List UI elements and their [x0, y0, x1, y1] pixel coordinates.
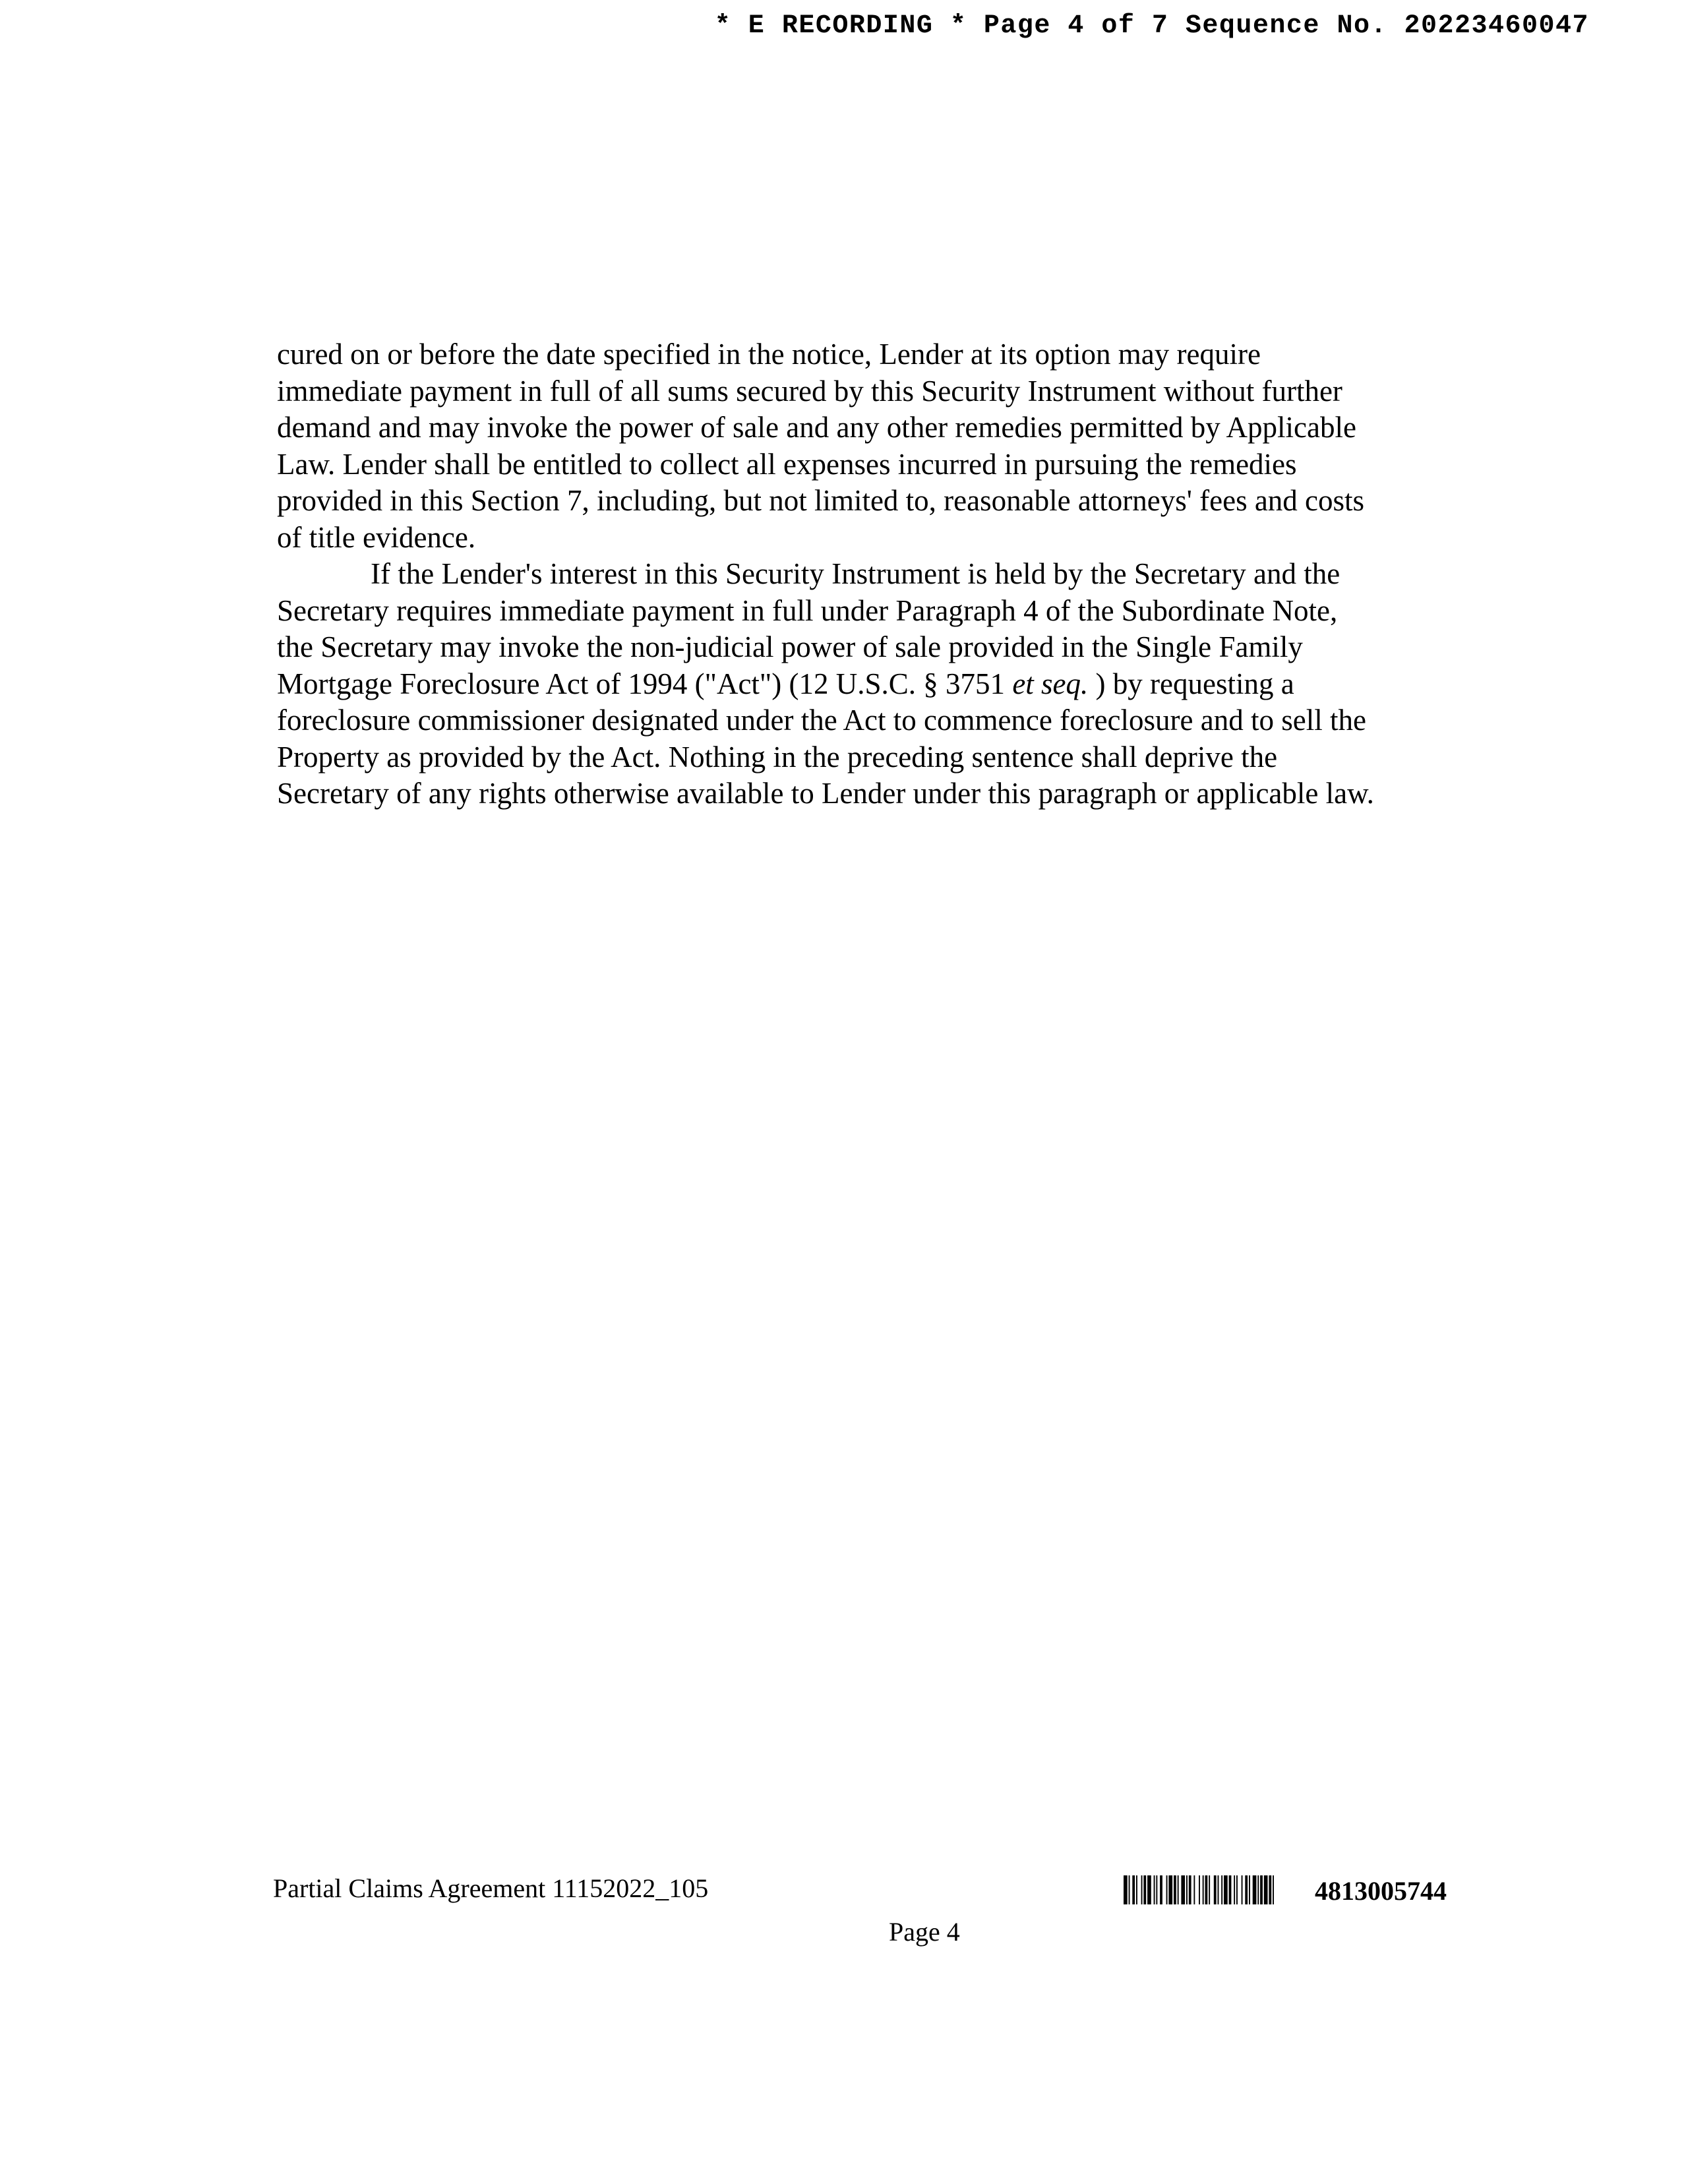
body-line: of title evidence.: [277, 520, 476, 554]
body-text-segment: Mortgage Foreclosure Act of 1994 ("Act") (12 U.S.C. § 3751: [277, 667, 1013, 700]
recording-stamp: * E RECORDING * Page 4 of 7 Sequence No. 20223460047: [714, 11, 1589, 41]
body-line: Secretary of any rights otherwise available to Lender under this paragraph or applicable law.: [277, 777, 1374, 810]
body-line: foreclosure commissioner designated under the Act to commence foreclosure and to sell the: [277, 704, 1366, 737]
body-line: the Secretary may invoke the non-judicial power of sale provided in the Single Family: [277, 630, 1303, 663]
barcode-icon: [1124, 1875, 1315, 1904]
body-line: Property as provided by the Act. Nothing in the preceding sentence shall deprive the: [277, 740, 1278, 774]
body-line: Secretary requires immediate payment in full under Paragraph 4 of the Subordinate Note,: [277, 593, 1338, 627]
body-text-segment: ) by requesting a: [1088, 667, 1294, 700]
citation-italic: et seq.: [1012, 667, 1089, 700]
body-line: provided in this Section 7, including, but not limited to, reasonable attorneys' fees and costs: [277, 484, 1365, 517]
loan-number: 4813005744: [1315, 1876, 1447, 1906]
body-line: If the Lender's interest in this Security Instrument is held by the Secretary and the: [371, 557, 1341, 590]
document-body: [277, 336, 1451, 812]
footer-barcode-block: [1124, 1873, 1447, 1907]
body-line: immediate payment in full of all sums secured by this Security Instrument without further: [277, 374, 1342, 408]
body-line-with-citation: [277, 666, 1451, 703]
body-line: cured on or before the date specified in the notice, Lender at its option may require: [277, 338, 1261, 371]
footer-document-title: Partial Claims Agreement 11152022_105: [273, 1873, 709, 1903]
body-line: Law. Lender shall be entitled to collect all expenses incurred in pursuing the remedies: [277, 447, 1297, 481]
body-line: demand and may invoke the power of sale and any other remedies permitted by Applicable: [277, 411, 1356, 444]
footer-page-number: Page 4: [889, 1917, 960, 1947]
